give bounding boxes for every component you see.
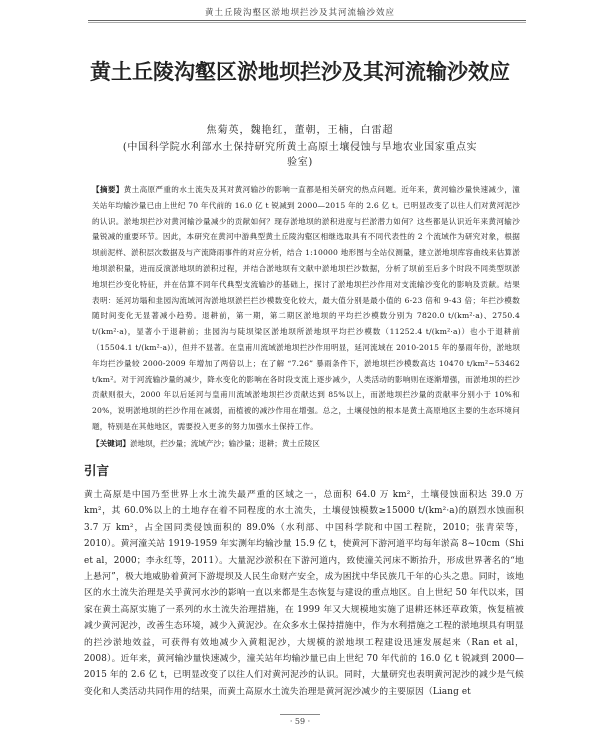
footer-rule [280,714,320,715]
page-number: · 59 · [289,717,311,726]
abstract-text: 黄土高原严重的水土流失及其对黄河输沙的影响一直都是相关研究的热点问题。近年来，黄河输沙量快速减少，潼关站年均输沙量已由上世纪 70 年代前的 16.0 亿 t 锐减到 2000—2015 年的 2.6 亿 t。已明显改变了以往人们对黄河泥沙的认识。淤地坝拦沙对黄河输沙量减少的贡献如何？现存淤地坝的淤积进度与拦淤潜力如何？这些都是认识近年来黄河输沙量锐减的重要环节。因此，本研究在黄河中游典型黄土丘陵沟壑区相继选取具有不同代表性的 2 个流域作为研究对象，根据坝前泥样、淤积层次数据及与产流降雨事件的对应分析，结合 1:10000 地形图与全站仪测量，建立淤地坝库容曲线来估算淤地坝淤积量，进而反演淤地坝的淤积过程，并结合淤地坝有文献中淤地坝拦沙数据，分析了坝前至后多个时段不同类型坝淤地坝拦沙变化特征，并在估算不同年代典型支流输沙的基础上，探讨了淤地坝拦沙作用对支流输沙变化的影响及贡献。结果表明：延河坊塌和韭园沟流域河沟淤地坝淤拦拦沙模数变化较大，最大值分别是最小值的 6-23 倍和 9-43 倍；年拦沙模数随时间变化无显著减小趋势。退耕前，第一期，第二期区淤地坝的平均拦沙模数分别为 7820.0 t/(km²·a)、2750.4 t/(km²·a)，显著小于退耕前；韭园沟与陡坝梁区淤地坝所淤地坝平均拦沙模数（11252.4 t/(km²·a)）也小于退耕前（15504.1 t/(km²·a)），但并不显著。在皇甫川流域淤地坝拦沙作用明显，延河流域在 2010-2015 年的暴雨年份，淤地坝年均拦沙量较 2000-2009 年增加了两倍以上；在了解 “7.26” 暴雨条件下，淤地坝拦沙模数高达 10470 t/km²~53462 t/km²。对于河流输沙量的减少，降水变化的影响在各时段支流上逐步减少，人类活动的影响则在逐渐增强，而淤地坝的拦沙贡献则很大，2000 年以后延河与皇甫川流域淤地坝拦沙贡献达到 85%以上，而淤地坝拦沙量的贡献率分别小于 10%和 20%，说明淤地坝的拦沙作用在减弱，而植被的减沙作用在增强。总之，土壤侵蚀的根本是黄土高原地区主要的生态环境问题，特别是在其他地区，需要投入更多的努力加强水土保持工作。 [92,185,520,431]
keywords-label: 【关键词】 [92,439,130,448]
introduction-body: 黄土高原是中国乃至世界上水土流失最严重的区域之一，总面积 64.0 万 km²，土壤侵蚀面积达 39.0 万 km²，其 60.0%以上的土地存在着不同程度的水土流失，土壤侵蚀模数≥15000 t/(km²·a)的剧烈水蚀面积 3.7 万 km²，占全国同类侵蚀面积的 89.0%（水利部、中国科学院和中国工程院，2010；张青荣等，2010）。黄河潼关站 1919-1959 年实测年均输沙量 15.9 亿 t，使黄河下游河道平均每年淤高 8~10cm（Shi et al，2000；李永红等，2011）。大量泥沙淤积在下游河道内，致使潼关河床不断抬升，形成世界著名的“地上悬河”，极大地威胁着黄河下游堤坝及人民生命财产安全，成为困扰中华民族几千年的心头之患。同时，该地区的水土流失治理是关乎黄河水沙的影响一直以来都是生态恢复与建设的重点地区。自上世纪 50 年代以来，国家在黄土高原实施了一系列的水土流失治理措施，在 1999 年又大规模地实施了退耕还林还草政策，恢复植被减少黄河泥沙，改善生态环境，减少入黄泥沙。在众多水土保持措施中，作为水利措施之工程的淤地坝具有明显的拦沙淤地效益，可获得有效地减少入黄粗泥沙，大规模的淤地坝工程建设迅速发展起来（Ran et al，2008）。近年来，黄河输沙量快速减少，潼关站年均输沙量已由上世纪 70 年代前的 16.0 亿 t 锐减到 2000—2015 年的 2.6 亿 t，已明显改变了以往人们对黄河泥沙的认识。同时，大量研究也表明黄河泥沙的减少是气候变化和人类活动共同作用的结果，而黄土高原水土流失治理是黄河泥沙减少的主要原因（Liang et [84,490,524,697]
abstract [92,182,520,435]
author-list: 焦菊英，魏艳红，董朝，王楠，白雷超 [206,125,394,136]
keywords-text: 淤地坝，拦沙量；流域产沙；输沙量；退耕；黄土丘陵区 [129,439,320,448]
header-rule [88,20,526,21]
affiliation: (中国科学院水利部水土保持研究所黄土高原土壤侵蚀与旱地农业国家重点实验室) [122,142,478,168]
abstract-label: 【摘要】 [92,185,124,194]
keywords [92,437,520,451]
section-heading-introduction: 引言 [84,463,110,478]
header-rule-thin [88,22,526,23]
paper-title: 黄土丘陵沟壑区淤地坝拦沙及其河流输沙效应 [90,60,510,84]
running-header: 黄土丘陵沟壑区淤地坝拦沙及其河流输沙效应 [204,8,395,18]
